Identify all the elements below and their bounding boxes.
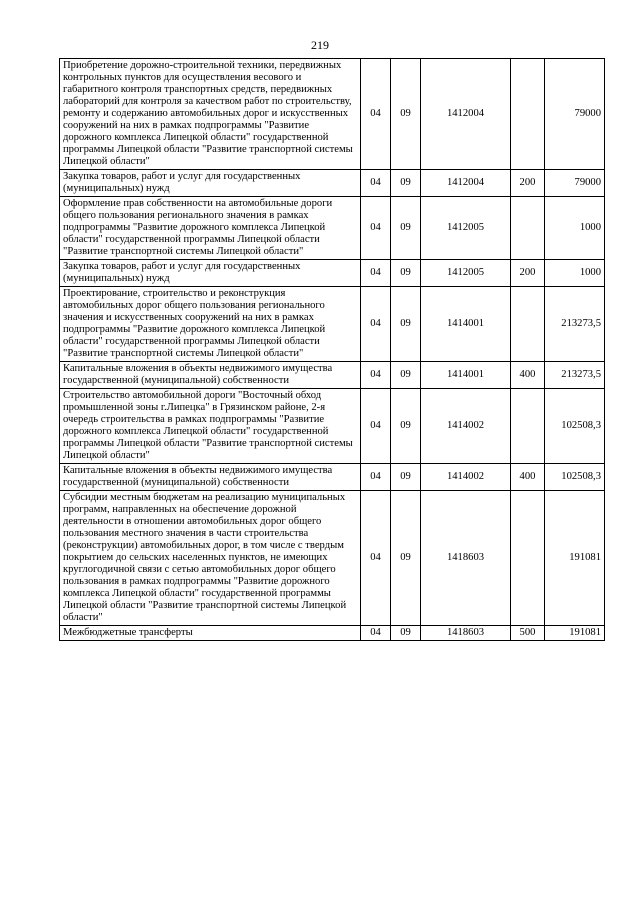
subsection-code: 09 [391,59,421,170]
table-row [60,362,605,389]
expense-type-code: 200 [511,260,545,287]
row-description: Строительство автомобильной дороги "Восточный обход промышленной зоны г.Липецка" в Грязинском районе, 2-я очередь строительства в рамках подпрограммы "Развитие дорожного комплекса Липецкой области" государственной программы Липецкой области "Развитие транспортной системы Липецкой области" [60,389,361,464]
subsection-code: 09 [391,260,421,287]
section-code: 04 [361,287,391,362]
row-description: Проектирование, строительство и реконструкция автомобильных дорог общего пользования регионального значения и искусственных сооружений на них в рамках подпрограммы "Развитие дорожного комплекса Липецкой области" государственной программы Липецкой области "Развитие транспортной системы Липецкой области" [60,287,361,362]
section-code: 04 [361,170,391,197]
row-description: Субсидии местным бюджетам на реализацию муниципальных программ, направленных на обеспечение дорожной деятельности в отношении автомобильных дорог общего пользования местного значения в части строительства (реконструкции) автомобильных дорог, в том числе с твердым покрытием до сельских населенных пунктов, не имеющих круглогодичной связи с сетью автомобильных дорог общего пользования в рамках подпрограммы "Развитие дорожного комплекса Липецкой области" государственной программы Липецкой области "Развитие транспортной системы Липецкой области" [60,491,361,626]
target-article-code: 1412004 [421,59,511,170]
row-description: Капитальные вложения в объекты недвижимого имущества государственной (муниципальной) собственности [60,464,361,491]
section-code: 04 [361,626,391,641]
amount-cell: 102508,3 [545,464,605,491]
table-row [60,464,605,491]
page-number: 219 [311,38,329,52]
subsection-code: 09 [391,197,421,260]
target-article-code: 1414001 [421,362,511,389]
row-description: Межбюджетные трансферты [60,626,361,641]
target-article-code: 1414002 [421,464,511,491]
subsection-code: 09 [391,170,421,197]
target-article-code: 1412004 [421,170,511,197]
section-code: 04 [361,59,391,170]
expense-type-code [511,491,545,626]
target-article-code: 1418603 [421,491,511,626]
table-row [60,170,605,197]
subsection-code: 09 [391,362,421,389]
target-article-code: 1418603 [421,626,511,641]
amount-cell: 213273,5 [545,362,605,389]
expense-type-code: 400 [511,362,545,389]
expense-type-code: 400 [511,464,545,491]
amount-cell: 1000 [545,197,605,260]
section-code: 04 [361,491,391,626]
subsection-code: 09 [391,287,421,362]
expense-type-code: 500 [511,626,545,641]
target-article-code: 1414002 [421,389,511,464]
table-body [60,59,605,641]
amount-cell: 1000 [545,260,605,287]
target-article-code: 1414001 [421,287,511,362]
subsection-code: 09 [391,389,421,464]
section-code: 04 [361,389,391,464]
budget-table [59,58,605,641]
amount-cell: 79000 [545,59,605,170]
subsection-code: 09 [391,464,421,491]
table-row [60,626,605,641]
target-article-code: 1412005 [421,260,511,287]
expense-type-code [511,197,545,260]
target-article-code: 1412005 [421,197,511,260]
table-row [60,59,605,170]
table-row [60,197,605,260]
row-description: Закупка товаров, работ и услуг для государственных (муниципальных) нужд [60,260,361,287]
amount-cell: 213273,5 [545,287,605,362]
table-row [60,260,605,287]
table-row [60,389,605,464]
section-code: 04 [361,464,391,491]
amount-cell: 191081 [545,626,605,641]
amount-cell: 102508,3 [545,389,605,464]
expense-type-code [511,287,545,362]
row-description: Закупка товаров, работ и услуг для государственных (муниципальных) нужд [60,170,361,197]
section-code: 04 [361,362,391,389]
expense-type-code: 200 [511,170,545,197]
section-code: 04 [361,197,391,260]
subsection-code: 09 [391,491,421,626]
row-description: Приобретение дорожно-строительной техники, передвижных контрольных пунктов для осуществления весового и габаритного контроля транспортных средств, передвижных лабораторий для контроля за качеством работ по строительству, ремонту и содержанию автомобильных дорог и искусственных сооружений на них в рамках подпрограммы "Развитие дорожного комплекса Липецкой области" государственной программы Липецкой области "Развитие транспортной системы Липецкой области" [60,59,361,170]
expense-type-code [511,389,545,464]
subsection-code: 09 [391,626,421,641]
table-row [60,491,605,626]
row-description: Капитальные вложения в объекты недвижимого имущества государственной (муниципальной) собственности [60,362,361,389]
amount-cell: 79000 [545,170,605,197]
row-description: Оформление прав собственности на автомобильные дороги общего пользования регионального значения в рамках подпрограммы "Развитие дорожного комплекса Липецкой области" государственной программы Липецкой области "Развитие транспортной системы Липецкой области" [60,197,361,260]
table-row [60,287,605,362]
expense-type-code [511,59,545,170]
section-code: 04 [361,260,391,287]
amount-cell: 191081 [545,491,605,626]
